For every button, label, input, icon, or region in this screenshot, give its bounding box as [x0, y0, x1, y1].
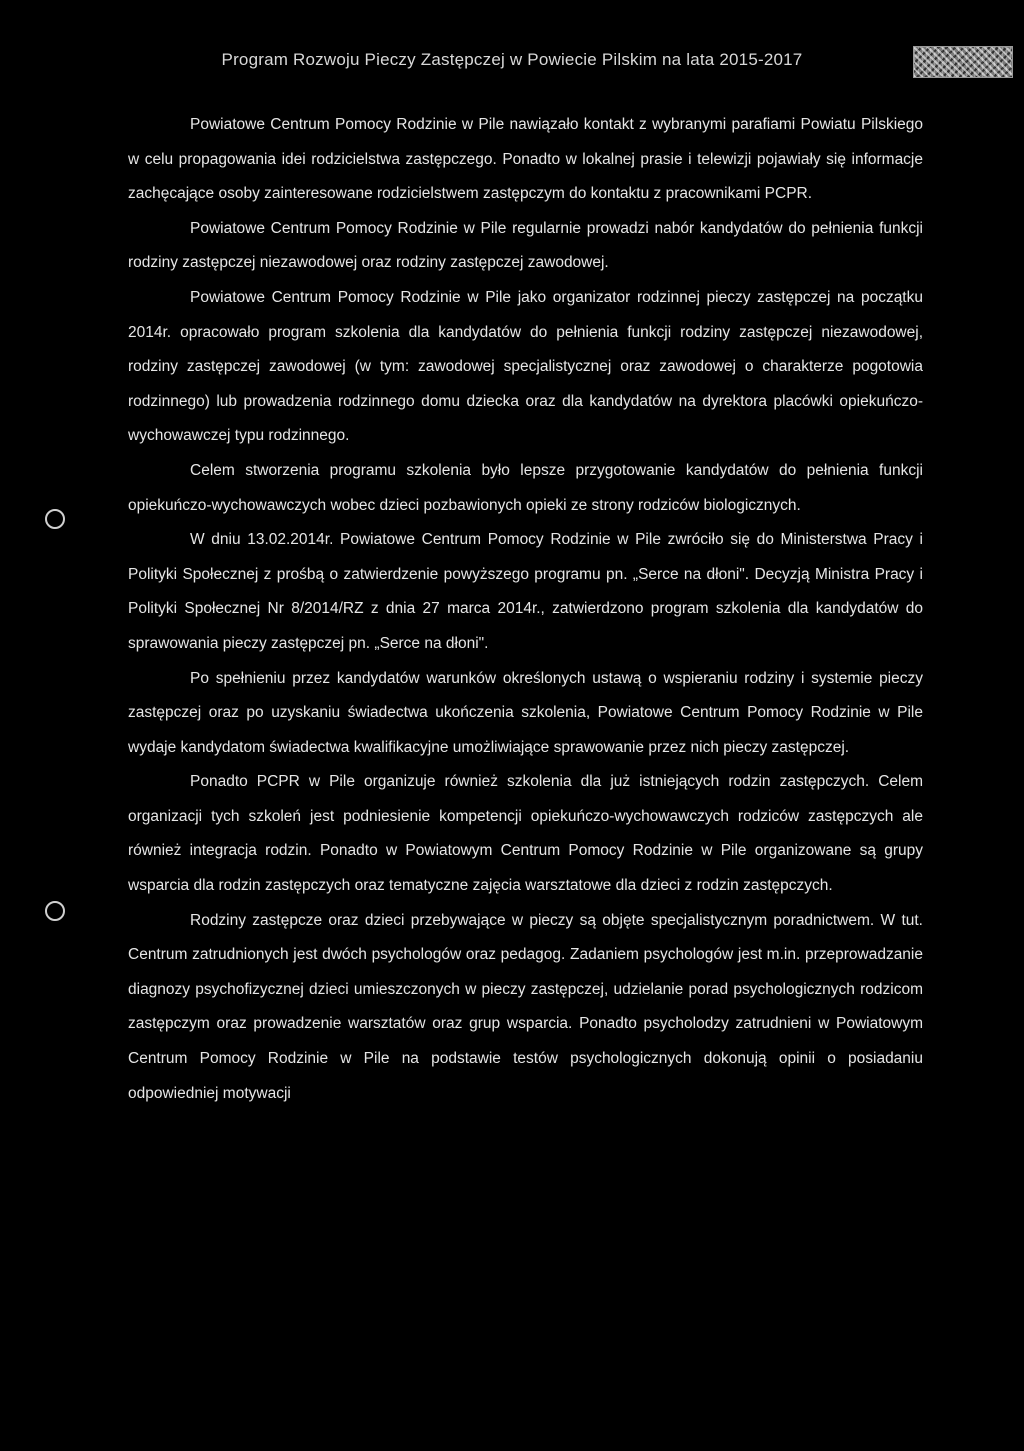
punch-hole-icon	[45, 901, 65, 921]
paragraph-7: Ponadto PCPR w Pile organizuje również szkolenia dla już istniejących rodzin zastępczych. Celem organizacji tych szkoleń jest podniesienie kompetencji opiekuńczo-wychowawczych rodziców zastępczych ale również integracja rodzin. Ponadto w Powiatowym Centrum Pomocy Rodzinie w Pile organizowane są grupy wsparcia dla rodzin zastępczych oraz tematyczne zajęcia warsztatowe dla dzieci z rodzin zastępczych.	[128, 773, 923, 895]
logo-image	[913, 46, 1013, 78]
paragraph-5: W dniu 13.02.2014r. Powiatowe Centrum Pomocy Rodzinie w Pile zwróciło się do Ministerstwa Pracy i Polityki Społecznej z prośbą o zatwierdzenie powyższego programu pn. „Serce na dłoni". Decyzją Ministra Pracy i Polityki Społecznej Nr 8/2014/RZ z dnia 27 marca 2014r., zatwierdzono program szkolenia dla kandydatów do sprawowania pieczy zastępczej pn. „Serce na dłoni".	[128, 531, 923, 652]
paragraph-6: Po spełnieniu przez kandydatów warunków określonych ustawą o wspieraniu rodziny i systemie pieczy zastępczej oraz po uzyskaniu świadectwa ukończenia szkolenia, Powiatowe Centrum Pomocy Rodzinie w Pile wydaje kandydatom świadectwa kwalifikacyjne umożliwiające sprawowanie przez nich pieczy zastępczej.	[128, 669, 923, 756]
running-header: Program Rozwoju Pieczy Zastępczej w Powiecie Pilskim na lata 2015-2017	[221, 50, 803, 69]
paragraph-1: Powiatowe Centrum Pomocy Rodzinie w Pile nawiązało kontakt z wybranymi parafiami Powiatu Pilskiego w celu propagowania idei rodzicielstwa zastępczego. Ponadto w lokalnej prasie i telewizji pojawiały się informacje zachęcające osoby zainteresowane rodzicielstwem zastępczym do kontaktu z pracownikami PCPR.	[128, 116, 923, 203]
punch-hole-icon	[45, 509, 65, 529]
paragraph-4: Celem stworzenia programu szkolenia było lepsze przygotowanie kandydatów do pełnienia funkcji opiekuńczo-wychowawczych wobec dzieci pozbawionych opieki ze strony rodziców biologicznych.	[128, 461, 923, 514]
body-text	[128, 108, 923, 1111]
paragraph-3: Powiatowe Centrum Pomocy Rodzinie w Pile jako organizator rodzinnej pieczy zastępczej na początku 2014r. opracowało program szkolenia dla kandydatów do pełnienia funkcji rodziny zastępczej niezawodowej, rodziny zastępczej zawodowej (w tym: zawodowej specjalistycznej oraz zawodowej o charakterze pogotowia rodzinnego) lub prowadzenia rodzinnego domu dziecka oraz dla kandydatów na dyrektora placówki opiekuńczo-wychowawczej typu rodzinnego.	[128, 288, 923, 445]
paragraph-2: Powiatowe Centrum Pomocy Rodzinie w Pile regularnie prowadzi nabór kandydatów do pełnienia funkcji rodziny zastępczej niezawodowej oraz rodziny zastępczej zawodowej.	[128, 219, 923, 272]
paragraph-8: Rodziny zastępcze oraz dzieci przebywające w pieczy są objęte specjalistycznym poradnictwem. W tut. Centrum zatrudnionych jest dwóch psychologów oraz pedagog. Zadaniem psychologów jest m.in. przeprowadzanie diagnozy psychofizycznej dzieci umieszczonych w pieczy zastępczej, udzielanie porad psychologicznych rodzicom zastępczym oraz prowadzenie warsztatów oraz grup wsparcia. Ponadto psycholodzy zatrudnieni w Powiatowym Centrum Pomocy Rodzinie w Pile na podstawie testów psychologicznych dokonują opinii o posiadaniu odpowiedniej motywacji	[128, 911, 923, 1102]
